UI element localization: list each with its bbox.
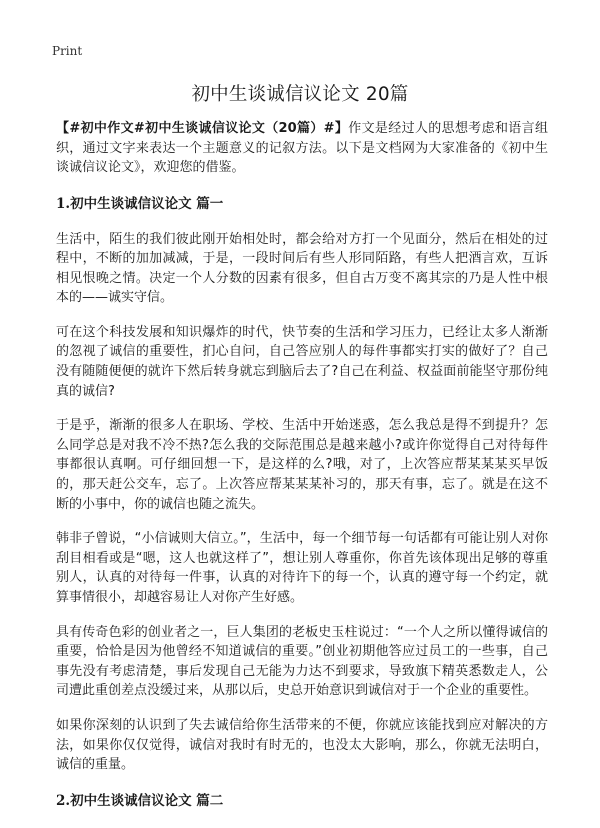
section-heading-2: 2.初中生谈诚信议论文 篇二 <box>56 792 224 809</box>
intro-tag-line: 【#初中作文#初中生谈诚信议论文（20篇）#】 <box>56 121 349 136</box>
intro-text: 作文是经过人的思想考虑和语言组织，通过文字来表达一个主题意义的记叙方法。以下是文档网为大家准备的《初中生谈诚信议论文》，欢迎您的借鉴。 <box>56 121 548 175</box>
section-1-paragraph: 生活中，陌生的我们彼此刚开始相处时，都会给对方打一个见面分，然后在相处的过程中，不断的加加减减，于是，一段时间后有些人形同陌路，有些人把酒言欢，互诉相见恨晚之情。决定一个人分数的因素有很多，但自古万变不离其宗的乃是人性中根本的——诚实守信。 <box>56 231 548 306</box>
section-1-paragraph: 韩非子曾说，“小信诚则大信立。”，生活中，每一个细节每一句话都有可能让别人对你刮目相看或是“嗯，这人也就这样了”，想让别人尊重你，你首先该体现出足够的尊重别人，认真的对待每一件事，认真的对待许下的每一个，认真的遵守每一个约定，就算事情很小，却越容易让人对你产生好感。 <box>56 531 548 605</box>
section-1-paragraph: 可在这个科技发展和知识爆炸的时代，快节奏的生活和学习压力，已经让太多人渐渐的忽视了诚信的重要性，扪心自问，自己答应别人的每件事都实打实的做好了？自己没有随随便便的就许下然后转身就忘到脑后去了?自己在利益、权益面前能坚守那份纯真的诚信? <box>56 324 548 399</box>
intro-paragraph <box>56 119 548 178</box>
section-heading-1: 1.初中生谈诚信议论文 篇一 <box>56 195 224 212</box>
section-1-paragraph: 具有传奇色彩的创业者之一，巨人集团的老板史玉柱说过：“一个人之所以懂得诚信的重要，恰恰是因为他曾经不知道诚信的重要。”创业初期他答应过员工的一些事，自己事先没有考虑清楚，事后发现自己无能为力达不到要求，导致旗下精英悉数走人，公司遭此重创差点没缓过来，从那以后，史总开始意识到诚信对于一个企业的重要性。 <box>56 624 548 699</box>
print-link[interactable]: Print <box>52 44 83 58</box>
article-body <box>56 119 548 827</box>
section-1-paragraph: 如果你深刻的认识到了失去诚信给你生活带来的不便，你就应该能找到应对解决的方法，如果你仅仅觉得，诚信对我时有时无的，也没太大影响，那么，你就无法明白，诚信的重量。 <box>56 717 548 773</box>
section-1-paragraph: 于是乎，渐渐的很多人在职场、学校、生活中开始迷惑，怎么我总是得不到提升？怎么同学总是对我不冷不热?怎么我的交际范围总是越来越小?或许你觉得自己对待每件事都很认真啊。可仔细回想一下，是这样的么?哦，对了，上次答应帮某某某买早饭的，那天赶公交车，忘了。上次答应帮某某某补习的，那天有事，忘了。就是在这不断的小事中，你的诚信也随之流失。 <box>56 418 548 512</box>
page-title: 初中生谈诚信议论文 20篇 <box>191 84 409 105</box>
